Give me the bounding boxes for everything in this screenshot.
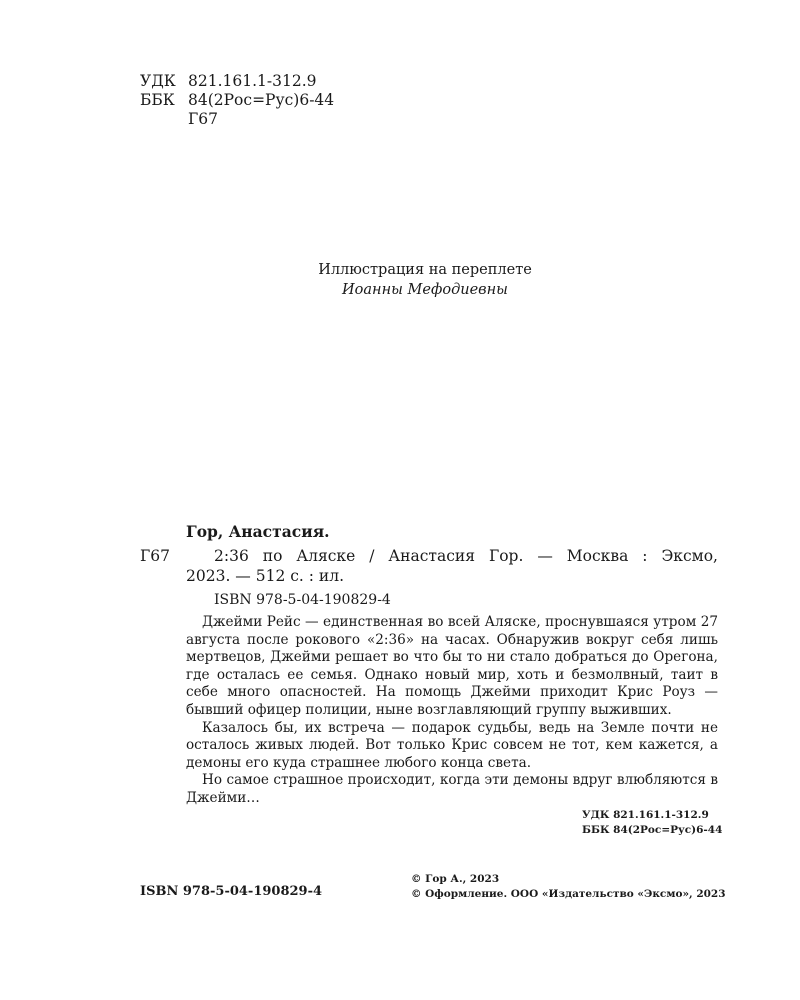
udk-row xyxy=(140,72,334,91)
author-mark-top: Г67 xyxy=(188,110,218,128)
annotation xyxy=(186,614,718,808)
bbk-row xyxy=(140,91,334,110)
udk-label: УДК xyxy=(140,72,176,90)
title-statement xyxy=(186,546,718,586)
udk-value: 821.161.1-312.9 xyxy=(188,72,317,90)
author-mark: Г67 xyxy=(140,547,170,565)
copyright-design: © Оформление. ООО «Издательство «Эксмо», 2023 xyxy=(411,888,726,900)
bbk-value: 84(2Рос=Рус)6-44 xyxy=(188,91,335,109)
bbk-label: ББК xyxy=(140,91,175,109)
title-line-2: 2023. — 512 с. : ил. xyxy=(186,567,345,585)
classification-block xyxy=(140,72,334,129)
footer-copyrights xyxy=(411,872,726,902)
author-mark-row xyxy=(140,110,334,129)
copyright-author: © Гор А., 2023 xyxy=(411,873,500,885)
title-line-1: 2:36 по Аляске / Анастасия Гор. — Москва : Эксмо, xyxy=(214,547,718,565)
small-bbk: ББК 84(2Рос=Рус)6-44 xyxy=(582,824,723,836)
small-codes xyxy=(582,808,722,838)
illustration-line1: Иллюстрация на переплете xyxy=(318,262,532,278)
author-heading: Гор, Анастасия. xyxy=(186,522,330,541)
annotation-paragraph-2: Казалось бы, их встреча — подарок судьбы, ведь на Земле почти не осталось живых людей. Вот только Крис совсем не тот, кем кажется, а демоны его куда страшнее любого конца света. xyxy=(186,719,718,771)
illustration-credit xyxy=(0,260,800,300)
annotation-paragraph-1: Джейми Рейс — единственная во всей Аляске, проснувшаяся утром 27 августа после рокового «2:36» на часах. Обнаружив вокруг себя лишь мертвецов, Джейми решает во что бы то ни стало добраться до Орегона, где осталась ее семья. Однако новый мир, хоть и безмолвный, таит в себе много опасностей. На помощь Джейми приходит Крис Роуз — бывший офицер полиции, ныне возглавляющий группу выживших. xyxy=(186,614,718,718)
annotation-paragraph-3: Но самое страшное происходит, когда эти демоны вдруг влюбляются в Джейми… xyxy=(186,772,718,806)
small-udk: УДК 821.161.1-312.9 xyxy=(582,809,709,821)
footer-isbn: ISBN 978-5-04-190829-4 xyxy=(140,884,323,899)
illustration-line2: Иоанны Мефодиевны xyxy=(342,282,508,298)
record-isbn: ISBN 978-5-04-190829-4 xyxy=(214,592,391,608)
